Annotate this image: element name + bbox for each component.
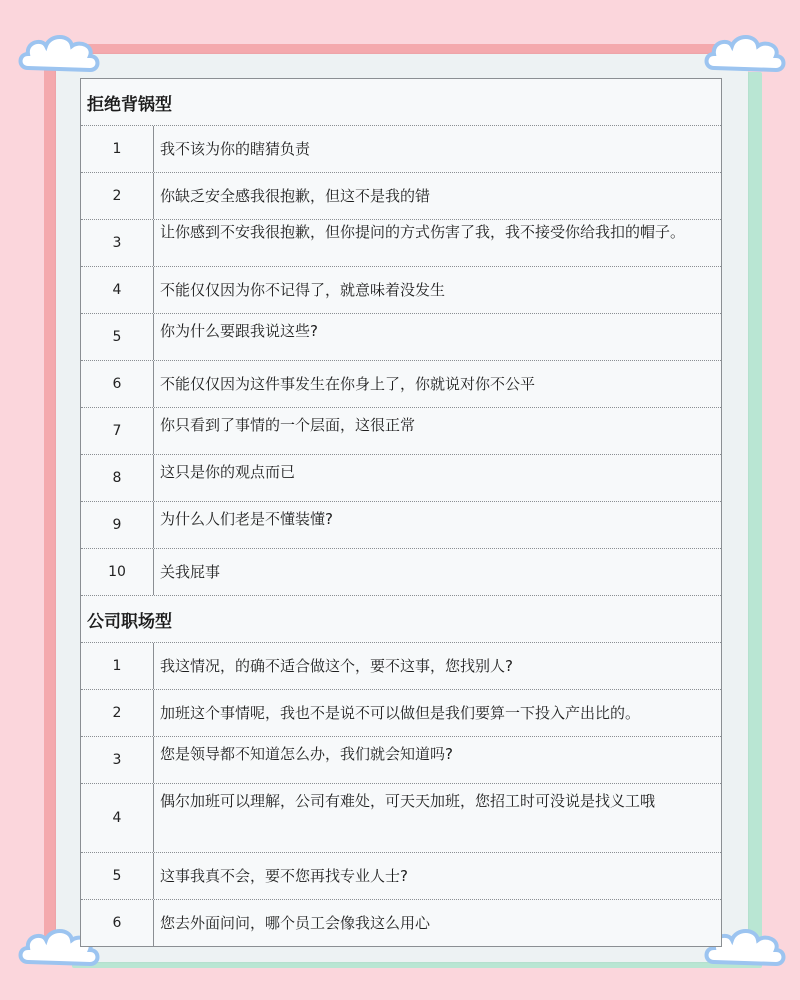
row-text: 这事我真不会，要不您再找专业人士? <box>160 867 408 885</box>
table-row <box>81 690 721 737</box>
row-number: 7 <box>81 408 154 454</box>
row-text: 关我屁事 <box>160 563 221 581</box>
row-number: 10 <box>81 549 154 595</box>
row-number: 5 <box>81 853 154 899</box>
row-text: 我这情况，的确不适合做这个，要不这事，您找别人? <box>160 657 513 675</box>
section-title: 拒绝背锅型 <box>81 79 721 126</box>
table-row <box>81 173 721 220</box>
table-row <box>81 784 721 853</box>
cloud-icon <box>700 24 790 84</box>
row-text: 不能仅仅因为你不记得了，就意味着没发生 <box>160 281 446 299</box>
table-row <box>81 853 721 900</box>
row-number: 8 <box>81 455 154 501</box>
row-number: 6 <box>81 361 154 407</box>
row-number: 1 <box>81 126 154 172</box>
row-number: 3 <box>81 737 154 783</box>
phrases-table <box>80 78 722 947</box>
section-title: 公司职场型 <box>81 596 721 643</box>
table-row <box>81 502 721 549</box>
row-text: 加班这个事情呢，我也不是说不可以做但是我们要算一下投入产出比的。 <box>160 704 641 722</box>
table-row <box>81 643 721 690</box>
row-number: 9 <box>81 502 154 548</box>
row-text: 你只看到了事情的一个层面，这很正常 <box>160 416 416 434</box>
table-row <box>81 126 721 173</box>
row-text: 不能仅仅因为这件事发生在你身上了，你就说对你不公平 <box>160 375 536 393</box>
row-number: 4 <box>81 267 154 313</box>
cloud-icon <box>14 24 104 84</box>
row-text: 你缺乏安全感我很抱歉，但这不是我的错 <box>160 187 431 205</box>
row-text: 让你感到不安我很抱歉，但你提问的方式伤害了我，我不接受你给我扣的帽子。 <box>160 223 686 241</box>
table-row <box>81 220 721 267</box>
table-row <box>81 314 721 361</box>
row-text: 你为什么要跟我说这些? <box>160 322 318 340</box>
table-row <box>81 408 721 455</box>
row-number: 5 <box>81 314 154 360</box>
row-number: 6 <box>81 900 154 946</box>
row-text: 偶尔加班可以理解，公司有难处，可天天加班，您招工时可没说是找义工哦 <box>160 792 656 810</box>
row-text: 您是领导都不知道怎么办，我们就会知道吗? <box>160 745 453 763</box>
table-row <box>81 361 721 408</box>
table-row <box>81 267 721 314</box>
row-number: 2 <box>81 690 154 736</box>
row-number: 4 <box>81 784 154 852</box>
row-text: 这只是你的观点而已 <box>160 463 296 481</box>
row-number: 1 <box>81 643 154 689</box>
table-row <box>81 737 721 784</box>
row-text: 您去外面问问，哪个员工会像我这么用心 <box>160 914 431 932</box>
row-number: 2 <box>81 173 154 219</box>
table-row <box>81 455 721 502</box>
row-text: 我不该为你的瞎猜负责 <box>160 140 311 158</box>
table-row <box>81 549 721 596</box>
row-number: 3 <box>81 220 154 266</box>
table-row <box>81 900 721 946</box>
row-text: 为什么人们老是不懂装懂? <box>160 510 333 528</box>
